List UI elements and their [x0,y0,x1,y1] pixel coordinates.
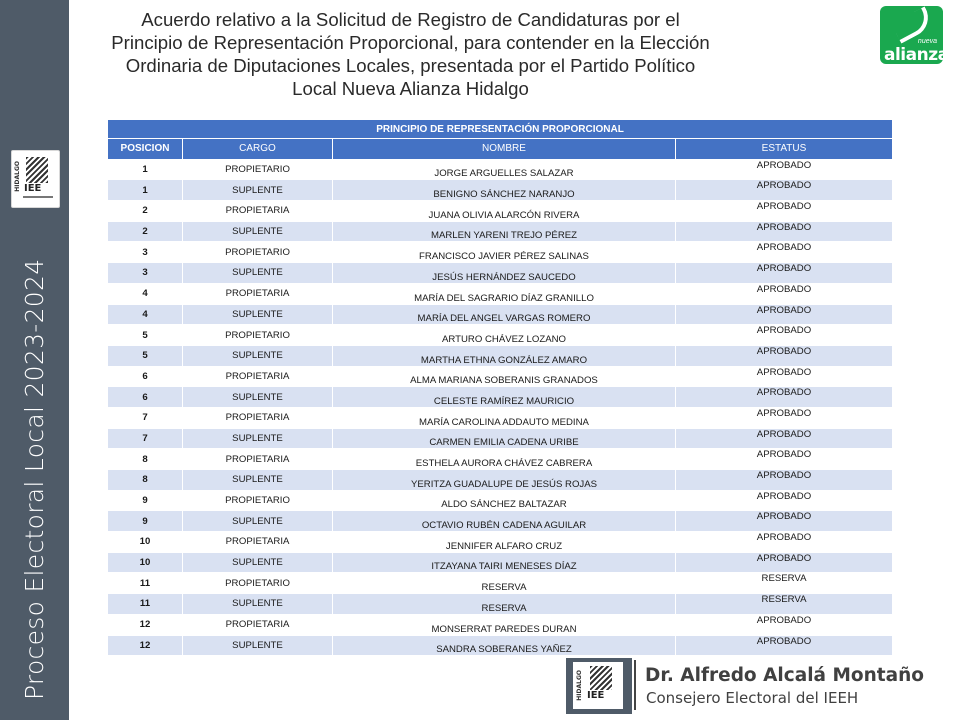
table-row [108,449,893,470]
footer-logo-panel: HIDALGO IEE [573,662,623,709]
cell-nombre: MARÍA CAROLINA ADDAUTO MEDINA [333,407,676,428]
cell-estatus: APROBADO [676,159,893,180]
cell-posicion: 1 [108,159,183,180]
page-title-line: Ordinaria de Diputaciones Locales, presentada por el Partido Político [125,55,696,76]
table-row [108,201,893,222]
cell-posicion: 3 [108,242,183,263]
cell-nombre: FRANCISCO JAVIER PÉREZ SALINAS [333,242,676,263]
cell-posicion: 6 [108,366,183,387]
column-header-posicion: POSICION [108,139,183,160]
cell-posicion: 2 [108,221,183,242]
table-row [108,387,893,408]
column-header-cargo: CARGO [183,139,333,160]
table-row [108,614,893,635]
table-row [108,552,893,573]
cell-cargo: SUPLENTE [183,428,333,449]
cell-posicion: 8 [108,470,183,491]
cell-cargo: PROPIETARIO [183,242,333,263]
page-title-line: Principio de Representación Proporcional, para contender en la Elección [111,32,710,53]
cell-nombre: BENIGNO SÁNCHEZ NARANJO [333,180,676,201]
footer-divider [634,660,636,710]
cell-cargo: PROPIETARIA [183,614,333,635]
cell-cargo: PROPIETARIO [183,573,333,594]
cell-cargo: PROPIETARIA [183,201,333,222]
cell-estatus: APROBADO [676,490,893,511]
table-title: PRINCIPIO DE REPRESENTACIÓN PROPORCIONAL [108,120,893,139]
cell-cargo: SUPLENTE [183,345,333,366]
table-row [108,325,893,346]
cell-nombre: SANDRA SOBERANES YAÑEZ [333,635,676,656]
ieeh-emblem-icon [26,157,48,183]
cell-estatus: APROBADO [676,449,893,470]
cell-cargo: SUPLENTE [183,511,333,532]
cell-posicion: 5 [108,345,183,366]
table-row [108,594,893,615]
cell-cargo: SUPLENTE [183,470,333,491]
cell-posicion: 3 [108,263,183,284]
cell-estatus: APROBADO [676,325,893,346]
ieeh-emblem-icon [590,666,612,690]
table-row [108,511,893,532]
cell-posicion: 7 [108,407,183,428]
cell-posicion: 9 [108,490,183,511]
cell-cargo: PROPIETARIO [183,325,333,346]
cell-nombre: ALDO SÁNCHEZ BALTAZAR [333,490,676,511]
cell-posicion: 1 [108,180,183,201]
table-row [108,221,893,242]
cell-cargo: PROPIETARIA [183,366,333,387]
cell-estatus: APROBADO [676,221,893,242]
cell-estatus: APROBADO [676,345,893,366]
cell-cargo: PROPIETARIO [183,159,333,180]
cell-cargo: SUPLENTE [183,180,333,201]
cell-posicion: 9 [108,511,183,532]
cell-nombre: MARLEN YARENI TREJO PÉREZ [333,221,676,242]
cell-estatus: APROBADO [676,635,893,656]
table-row [108,573,893,594]
cell-cargo: PROPIETARIA [183,407,333,428]
cell-nombre: CELESTE RAMÍREZ MAURICIO [333,387,676,408]
cell-posicion: 12 [108,635,183,656]
page-title [78,8,743,100]
cell-estatus: APROBADO [676,470,893,491]
cell-estatus: APROBADO [676,263,893,284]
cell-cargo: SUPLENTE [183,304,333,325]
cell-posicion: 6 [108,387,183,408]
cell-cargo: SUPLENTE [183,263,333,284]
cell-cargo: SUPLENTE [183,594,333,615]
table-row [108,345,893,366]
cell-posicion: 5 [108,325,183,346]
page-title-line: Acuerdo relativo a la Solicitud de Registro de Candidaturas por el [141,9,680,30]
page-title-line: Local Nueva Alianza Hidalgo [292,78,529,99]
cell-cargo: SUPLENTE [183,635,333,656]
candidates-table [107,119,893,656]
cell-nombre: RESERVA [333,573,676,594]
table-row [108,366,893,387]
column-header-estatus: ESTATUS [676,139,893,160]
cell-posicion: 11 [108,594,183,615]
cell-posicion: 2 [108,201,183,222]
nueva-alianza-logo-icon: nueva alianza [880,6,943,64]
cell-nombre: MONSERRAT PAREDES DURAN [333,614,676,635]
cell-cargo: SUPLENTE [183,221,333,242]
table-row [108,635,893,656]
footer-name: Dr. Alfredo Alcalá Montaño [645,665,924,686]
ieeh-logo-underline [23,196,53,198]
cell-nombre: ARTURO CHÁVEZ LOZANO [333,325,676,346]
column-header-nombre: NOMBRE [333,139,676,160]
cell-estatus: APROBADO [676,428,893,449]
cell-nombre: MARÍA DEL SAGRARIO DÍAZ GRANILLO [333,283,676,304]
cell-posicion: 11 [108,573,183,594]
cell-nombre: JORGE ARGUELLES SALAZAR [333,159,676,180]
table-row [108,428,893,449]
table-row [108,490,893,511]
cell-cargo: SUPLENTE [183,552,333,573]
cell-estatus: APROBADO [676,614,893,635]
table-row [108,470,893,491]
cell-nombre: CARMEN EMILIA CADENA URIBE [333,428,676,449]
footer-ieeh-logo-icon [566,658,632,714]
table-row [108,263,893,284]
table-row [108,180,893,201]
cell-nombre: ESTHELA AURORA CHÁVEZ CABRERA [333,449,676,470]
sidebar [0,0,69,720]
cell-cargo: PROPIETARIA [183,532,333,553]
cell-posicion: 12 [108,614,183,635]
cell-estatus: RESERVA [676,594,893,615]
cell-cargo: PROPIETARIA [183,449,333,470]
ieeh-logo-icon: HIDALGO IEE [11,150,60,208]
footer-role: Consejero Electoral del IEEH [646,689,859,707]
cell-nombre: MARÍA DEL ANGEL VARGAS ROMERO [333,304,676,325]
cell-estatus: APROBADO [676,242,893,263]
table-row [108,159,893,180]
cell-posicion: 4 [108,283,183,304]
cell-cargo: PROPIETARIO [183,490,333,511]
cell-posicion: 7 [108,428,183,449]
cell-nombre: MARTHA ETHNA GONZÁLEZ AMARO [333,345,676,366]
cell-estatus: APROBADO [676,407,893,428]
cell-estatus: APROBADO [676,304,893,325]
cell-nombre: YERITZA GUADALUPE DE JESÚS ROJAS [333,470,676,491]
table-row [108,283,893,304]
cell-posicion: 4 [108,304,183,325]
table-row [108,304,893,325]
table-row [108,407,893,428]
cell-nombre: ALMA MARIANA SOBERANIS GRANADOS [333,366,676,387]
cell-posicion: 10 [108,552,183,573]
table-row [108,242,893,263]
cell-estatus: APROBADO [676,387,893,408]
cell-estatus: APROBADO [676,180,893,201]
cell-posicion: 8 [108,449,183,470]
cell-posicion: 10 [108,532,183,553]
cell-nombre: JENNIFER ALFARO CRUZ [333,532,676,553]
cell-nombre: JESÚS HERNÁNDEZ SAUCEDO [333,263,676,284]
cell-nombre: JUANA OLIVIA ALARCÓN RIVERA [333,201,676,222]
sidebar-title: Proceso Electoral Local 2023-2024 [20,258,49,700]
cell-estatus: APROBADO [676,283,893,304]
cell-nombre: OCTAVIO RUBÉN CADENA AGUILAR [333,511,676,532]
table-body [108,159,893,656]
cell-cargo: SUPLENTE [183,387,333,408]
cell-cargo: PROPIETARIA [183,283,333,304]
cell-estatus: APROBADO [676,532,893,553]
cell-estatus: RESERVA [676,573,893,594]
cell-estatus: APROBADO [676,511,893,532]
cell-estatus: APROBADO [676,366,893,387]
cell-nombre: ITZAYANA TAIRI MENESES DÍAZ [333,552,676,573]
cell-estatus: APROBADO [676,201,893,222]
table-row [108,532,893,553]
cell-nombre: RESERVA [333,594,676,615]
cell-estatus: APROBADO [676,552,893,573]
